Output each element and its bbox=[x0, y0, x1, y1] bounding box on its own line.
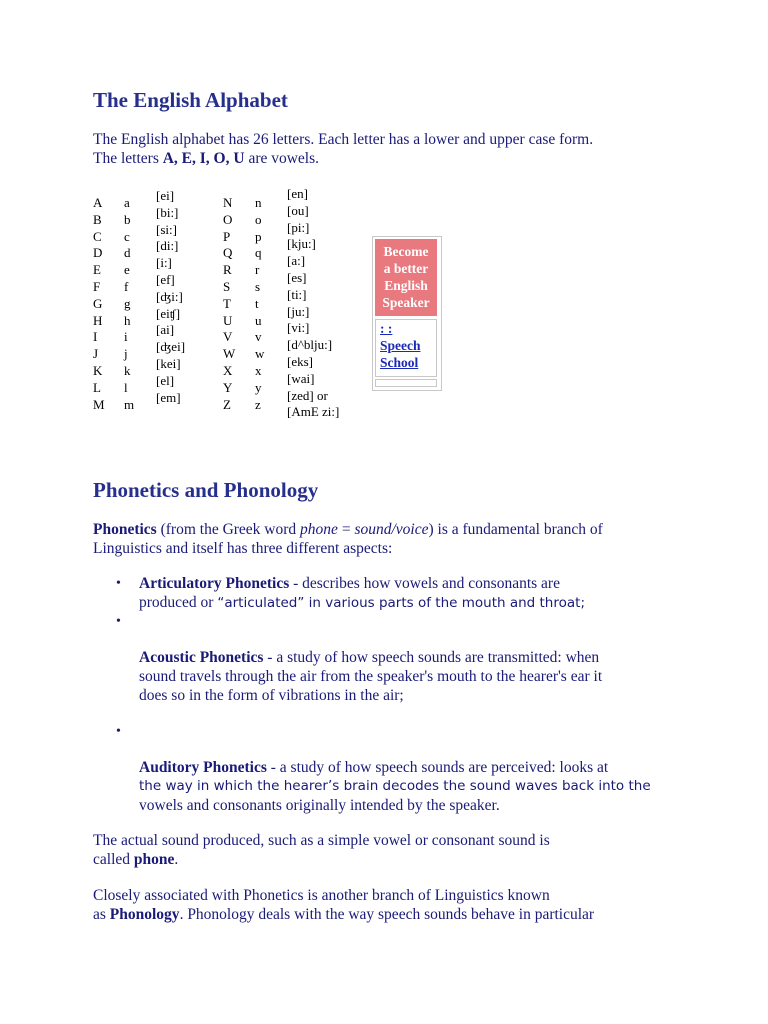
alphabet-entry: i bbox=[124, 329, 128, 345]
bullet-auditory bbox=[139, 758, 651, 815]
speech-school-link[interactable]: Speech bbox=[380, 338, 421, 353]
alphabet-entry: f bbox=[124, 278, 129, 294]
bullet-line bbox=[139, 648, 602, 667]
alphabet-entry: [AmE zi:] bbox=[287, 404, 340, 420]
alphabet-entry: X bbox=[223, 362, 233, 378]
term-auditory: Auditory Phonetics bbox=[139, 759, 267, 776]
alphabet-entry: T bbox=[223, 295, 231, 311]
alphabet-entry: y bbox=[255, 379, 262, 395]
alphabet-entry: m bbox=[124, 396, 135, 412]
alphabet-entry: E bbox=[93, 262, 101, 278]
upper-letters-n-z bbox=[223, 195, 235, 413]
alphabet-intro bbox=[93, 130, 593, 168]
text: - describes how vowels and consonants are bbox=[289, 575, 560, 592]
text: ) is a fundamental branch of bbox=[428, 521, 603, 538]
alphabet-entry: [ti:] bbox=[287, 286, 307, 302]
phone-line-2 bbox=[93, 850, 550, 869]
alphabet-entry: I bbox=[93, 329, 98, 345]
ad-link-separator[interactable]: : : bbox=[380, 321, 393, 336]
alphabet-entry: R bbox=[223, 262, 232, 278]
alphabet-entry: j bbox=[124, 346, 128, 362]
alphabet-entry: V bbox=[223, 329, 233, 345]
alphabet-entry: d bbox=[124, 245, 131, 261]
section-title-phonetics: Phonetics and Phonology bbox=[93, 478, 319, 502]
alphabet-entry: [vi:] bbox=[287, 320, 310, 336]
alphabet-entry: F bbox=[93, 278, 101, 294]
alphabet-entry: [wai] bbox=[287, 370, 315, 386]
alphabet-entry: r bbox=[255, 262, 260, 278]
alphabet-entry: b bbox=[124, 211, 131, 227]
alphabet-entry: [kei] bbox=[156, 355, 181, 371]
alphabet-entry: P bbox=[223, 228, 231, 244]
alphabet-entry: [ju:] bbox=[287, 303, 310, 319]
phonetics-intro-line-1 bbox=[93, 520, 603, 539]
alphabet-entry: [a:] bbox=[287, 253, 306, 269]
alphabet-entry: x bbox=[255, 362, 262, 378]
ad-banner-line: Become bbox=[383, 244, 429, 259]
term-articulatory: Articulatory Phonetics bbox=[139, 575, 290, 592]
phonology-line-2 bbox=[93, 905, 594, 924]
alphabet-entry: S bbox=[223, 278, 231, 294]
ad-footer bbox=[375, 379, 437, 387]
bullet-point: • bbox=[116, 614, 121, 629]
alphabet-entry: [eiʧ] bbox=[156, 305, 181, 321]
ad-banner-line: English bbox=[384, 278, 428, 293]
word-meaning: sound/voice bbox=[354, 521, 429, 538]
alphabet-entry: [bi:] bbox=[156, 204, 179, 220]
intro-line-1: The English alphabet has 26 letters. Each letter has a lower and upper case form. bbox=[93, 131, 594, 148]
text: as bbox=[93, 906, 110, 923]
alphabet-entry: [ʤei] bbox=[156, 339, 186, 355]
alphabet-entry: n bbox=[255, 195, 262, 210]
alphabet-entry: M bbox=[93, 396, 105, 412]
bullet-line: vowels and consonants originally intended by the speaker. bbox=[139, 797, 500, 814]
alphabet-entry: [zed] or bbox=[287, 387, 328, 403]
vowel-list: A, E, I, O, U bbox=[162, 150, 245, 167]
alphabet-entry: L bbox=[93, 379, 101, 395]
alphabet-entry: v bbox=[255, 329, 262, 345]
alphabet-entry: [ou] bbox=[287, 202, 309, 218]
text: “articulated” in various parts of the mouth and throat; bbox=[217, 595, 585, 611]
alphabet-entry: Z bbox=[223, 396, 231, 412]
bullet-articulatory bbox=[139, 574, 585, 613]
term-phonology: Phonology bbox=[109, 906, 180, 923]
alphabet-entry: G bbox=[93, 295, 103, 311]
alphabet-entry: h bbox=[124, 312, 131, 328]
term-phone: phone bbox=[133, 851, 175, 868]
greek-word: phone bbox=[300, 521, 338, 538]
alphabet-entry: [si:] bbox=[156, 221, 177, 237]
phonology-line-1: Closely associated with Phonetics is another branch of Linguistics known bbox=[93, 887, 550, 904]
ad-banner[interactable] bbox=[375, 239, 437, 316]
text: (from the Greek word bbox=[156, 521, 301, 538]
alphabet-entry: g bbox=[124, 295, 131, 311]
alphabet-entry: C bbox=[93, 228, 102, 244]
speech-school-link[interactable]: School bbox=[380, 355, 419, 370]
alphabet-entry: [d^blju:] bbox=[287, 337, 333, 353]
phone-paragraph bbox=[93, 831, 550, 869]
intro-suffix: are vowels. bbox=[244, 150, 320, 167]
bullet-acoustic bbox=[139, 648, 602, 705]
alphabet-entry: D bbox=[93, 245, 103, 261]
alphabet-entry: Y bbox=[223, 379, 233, 395]
text: . Phonology deals with the way speech sounds behave in particular bbox=[179, 906, 595, 923]
section-title-alphabet: The English Alphabet bbox=[93, 88, 288, 112]
alphabet-entry: [i:] bbox=[156, 255, 172, 271]
text: - a study of how speech sounds are transmitted: when bbox=[263, 649, 600, 666]
alphabet-entry: c bbox=[124, 228, 130, 244]
alphabet-entry: [el] bbox=[156, 372, 175, 388]
alphabet-entry: [di:] bbox=[156, 238, 179, 254]
bullet-line: does so in the form of vibrations in the air; bbox=[139, 687, 404, 704]
alphabet-entry: u bbox=[255, 312, 262, 328]
intro-prefix: The letters bbox=[93, 150, 163, 167]
bullet-line bbox=[139, 574, 585, 593]
alphabet-entry: [em] bbox=[156, 389, 181, 405]
intro-line-2 bbox=[93, 149, 593, 168]
phonology-paragraph bbox=[93, 886, 594, 924]
ad-banner-line: Speaker bbox=[382, 295, 430, 310]
alphabet-entry: O bbox=[223, 211, 233, 227]
text: = bbox=[337, 521, 355, 538]
alphabet-entry: a bbox=[124, 195, 130, 210]
alphabet-entry: t bbox=[255, 295, 259, 311]
bullet-line: sound travels through the air from the speaker's mouth to the hearer's ear it bbox=[139, 668, 603, 685]
alphabet-entry: U bbox=[223, 312, 233, 328]
pronunciations-n-z bbox=[287, 186, 339, 421]
upper-letters-a-m bbox=[93, 195, 105, 413]
alphabet-entry: B bbox=[93, 211, 102, 227]
speech-school-ad bbox=[372, 236, 442, 391]
lower-letters-a-m bbox=[124, 195, 134, 413]
alphabet-entry: z bbox=[255, 396, 261, 412]
alphabet-entry: N bbox=[223, 195, 233, 210]
alphabet-entry: K bbox=[93, 362, 103, 378]
alphabet-entry: [ei] bbox=[156, 188, 175, 203]
ad-banner-line: a better bbox=[383, 261, 429, 276]
alphabet-entry: [ai] bbox=[156, 322, 175, 338]
bullet-line bbox=[139, 593, 585, 613]
text: produced or bbox=[139, 594, 218, 611]
alphabet-entry: [pi:] bbox=[287, 219, 310, 235]
alphabet-entry: [ef] bbox=[156, 271, 175, 287]
bullet-line bbox=[139, 758, 651, 777]
alphabet-entry: [kju:] bbox=[287, 236, 316, 252]
term-acoustic: Acoustic Phonetics bbox=[139, 649, 264, 666]
alphabet-entry: s bbox=[255, 278, 261, 294]
phonetics-intro bbox=[93, 520, 603, 558]
alphabet-entry: [es] bbox=[287, 269, 307, 285]
alphabet-entry: [en] bbox=[287, 186, 308, 201]
text: . bbox=[174, 851, 179, 868]
phonetics-intro-line-2: Linguistics and itself has three different aspects: bbox=[93, 540, 393, 557]
text: called bbox=[93, 851, 134, 868]
alphabet-entry: A bbox=[93, 195, 103, 210]
text: - a study of how speech sounds are perceived: looks at bbox=[266, 759, 609, 776]
alphabet-entry: Q bbox=[223, 245, 233, 261]
bullet-point: • bbox=[116, 576, 121, 591]
bullet-line: the way in which the hearer’s brain decodes the sound waves back into the bbox=[139, 778, 651, 794]
lower-letters-n-z bbox=[255, 195, 264, 413]
phone-line-1: The actual sound produced, such as a simple vowel or consonant sound is bbox=[93, 832, 550, 849]
alphabet-entry: w bbox=[255, 346, 265, 362]
alphabet-entry: H bbox=[93, 312, 103, 328]
alphabet-entry: q bbox=[255, 245, 262, 261]
alphabet-entry: p bbox=[255, 228, 262, 244]
alphabet-entry: [ʤi:] bbox=[156, 288, 183, 304]
alphabet-entry: k bbox=[124, 362, 131, 378]
term-phonetics: Phonetics bbox=[93, 521, 157, 538]
alphabet-entry: o bbox=[255, 211, 262, 227]
ad-links bbox=[375, 319, 437, 377]
alphabet-entry: l bbox=[124, 379, 128, 395]
pronunciations-a-m bbox=[156, 188, 185, 406]
alphabet-entry: W bbox=[223, 346, 236, 362]
alphabet-entry: [eks] bbox=[287, 353, 313, 369]
alphabet-entry: J bbox=[93, 346, 99, 362]
alphabet-entry: e bbox=[124, 262, 130, 278]
bullet-point: • bbox=[116, 724, 121, 739]
